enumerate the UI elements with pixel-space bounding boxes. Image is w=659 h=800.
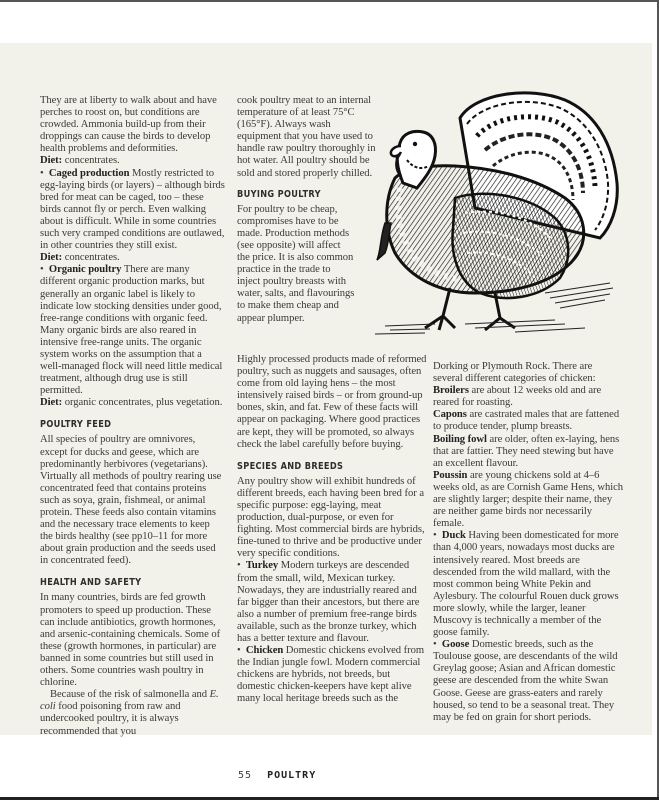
- page-footer: [238, 770, 316, 781]
- dorking-paragraph: Dorking or Plymouth Rock. There are several different categories of chicken:: [433, 361, 596, 385]
- bullet: •: [433, 639, 437, 651]
- duck-text: Having been domesticated for more than 4,000 years, nowadays most ducks are intensively reared. Most breeds are descended from the wild mallard, with the most common being White Pekin and Aylesbury. The colourful Rouen duck grows more slowly, while the larger, leaner Muscovy is technically a member of the goose family.: [433, 530, 619, 639]
- health-safety-paragraph: In many countries, birds are fed growth promoters to speed up production. These can include antibiotics, growth hormones, and arsenic-containing chemicals. Some of these (growth hormones, in particular) are banned in some countries but still used in others. Some countries wash poultry in chlorine.: [40, 592, 221, 689]
- capons-entry: [433, 409, 623, 433]
- chicken-text: Domestic chickens evolved from the Indian jungle fowl. Modern commercial chickens are hybrids, not breeds, but domestic chicken-keepers have kept alive many local heritage breeds such as the: [237, 645, 425, 705]
- organic-poultry-item: [40, 264, 225, 397]
- section-title: POULTRY: [267, 770, 317, 781]
- capons-label: Capons: [433, 409, 467, 421]
- turkey-item: [237, 560, 427, 645]
- broilers-label: Broilers: [433, 385, 469, 397]
- turkey-text: Modern turkeys are descended from the small, wild, Mexican turkey. Nowadays, they are industrially reared and far bigger than their ancestors, but there are also a number of premium free-range birds available, such as the bronze turkey, which has a better texture and flavour.: [237, 560, 420, 644]
- window-top-border: [0, 0, 659, 2]
- diet-line: [40, 252, 225, 264]
- duck-item: [433, 530, 623, 639]
- diet-label: Diet:: [40, 252, 63, 264]
- capons-text: are castrated males that are fattened to produce tender, plump breasts.: [433, 409, 620, 433]
- diet-text: organic concentrates, plus vegetation.: [62, 397, 223, 409]
- diet-line: [40, 397, 225, 409]
- chicken-label: Chicken: [245, 645, 284, 657]
- diet-line: [40, 155, 225, 167]
- column-left: [40, 95, 225, 738]
- poussin-label: Poussin: [433, 469, 468, 481]
- boiling-fowl-entry: [433, 434, 623, 470]
- bullet: •: [237, 645, 241, 657]
- column-middle-bottom: [237, 354, 427, 706]
- poussin-text: are young chickens sold at 4–6 weeks old, as are Cornish Game Hens, which are slightly larger; despite their name, they are neither game birds nor necessarily female.: [433, 469, 624, 530]
- bullet: •: [433, 530, 437, 542]
- processed-products-paragraph: Highly processed products made of reformed poultry, such as nuggets and sausages, often come from old laying hens – the most intensively raised birds – or from ground-up bones, skin, and fat. Few of these facts will appear on packaging. Where good practices are kept, they will be promoted, so always check the label carefully before buying.: [237, 354, 427, 450]
- column-middle-top: [237, 95, 376, 325]
- organic-poultry-label: Organic poultry: [48, 264, 122, 276]
- boiling-fowl-label: Boiling fowl: [433, 433, 487, 445]
- bullet: •: [237, 560, 241, 572]
- health-safety-heading: HEALTH AND SAFETY: [40, 577, 142, 589]
- bullet: •: [40, 264, 44, 276]
- poussin-entry: [433, 470, 623, 530]
- broilers-text: are about 12 weeks old and are reared for roasting.: [433, 385, 602, 409]
- duck-label: Duck: [441, 530, 466, 542]
- turkey-label: Turkey: [245, 560, 279, 572]
- text-span: Because of the risk of salmonella and: [50, 689, 210, 701]
- caged-production-item: [40, 168, 225, 253]
- buying-poultry-heading: BUYING POULTRY: [237, 188, 321, 200]
- broilers-entry: [433, 385, 623, 409]
- organic-poultry-text: There are many different organic production marks, but generally an organic label is likely to indicate low stocking densities under good, free-range conditions with organic feed. Many organic birds are also reared in intensive free-range units. The organic system works on the assumption that a well-managed flock will need little medical treatment, although drug use is still permitted.: [40, 264, 223, 397]
- diet-label: Diet:: [40, 155, 63, 167]
- goose-text: Domestic breeds, such as the Toulouse goose, are descendants of the wild Greylag goose; Asian and African domestic geese are descended from the white Swan Goose. Geese are grass-eaters and rarely housed, so tend to be a seasonal treat. They may be fed on grain for short periods.: [433, 639, 618, 723]
- caged-production-text: Mostly restricted to egg-laying birds (or layers) – although birds bred for meat can be caged, too – these birds cannot fly or perch. Even walking about is difficult. While in some countries such very cramped conditions are outlawed, in other countries they still exist.: [40, 167, 225, 252]
- diet-text: concentrates.: [62, 252, 120, 264]
- bullet: •: [40, 167, 44, 179]
- column-right: [433, 361, 623, 724]
- intro-paragraph: They are at liberty to walk about and have perches to roost on, but conditions are crowded. Ammonia build-up from their droppings can cause the birds to develop health problems and deformities.: [40, 95, 217, 155]
- diet-label: Diet:: [40, 397, 63, 409]
- species-breeds-heading: SPECIES AND BREEDS: [237, 460, 344, 472]
- ecoli-italic: E. coli: [40, 689, 219, 713]
- turkey-engraving-icon: [355, 88, 635, 343]
- buying-poultry-paragraph: For poultry to be cheap, compromises have to be made. Production methods (see opposite) will affect the price. It is also common practice in the trade to inject poultry breasts with water, salts, and flavourings to make them cheap and appear plumper.: [237, 203, 355, 324]
- diet-text: concentrates.: [62, 155, 120, 167]
- poultry-feed-heading: POULTRY FEED: [40, 419, 112, 431]
- cooking-paragraph: cook poultry meat to an internal temperature of at least 75°C (165°F). Always wash equipment that you have used to handle raw poultry thoroughly in hot water. All poultry should be sold and stored properly chilled.: [237, 95, 376, 179]
- chicken-item: [237, 645, 427, 705]
- goose-item: [433, 639, 623, 724]
- text-span: food poisoning from raw and undercooked poultry, it is always recommended that you: [40, 701, 181, 737]
- page-number: 55: [238, 770, 253, 781]
- goose-label: Goose: [441, 639, 470, 651]
- poultry-feed-paragraph: All species of poultry are omnivores, except for ducks and geese, which are predominantly herbivores (vegetarians). Virtually all methods of poultry rearing use concentrated feed that contains proteins such as soya, grain, fishmeal, or animal protein. These feeds also contain vitamins and the necessary trace elements to keep the birds healthy (see pp10–11 for more about grain production and the seeds used in concentrated feed).: [40, 434, 222, 567]
- caged-production-label: Caged production: [48, 167, 130, 179]
- boiling-fowl-text: are older, often ex-laying, hens that are fattier. They need stewing but have an excellent flavour.: [433, 433, 620, 469]
- species-breeds-paragraph: Any poultry show will exhibit hundreds of different breeds, each having been bred for a specific purpose: egg-laying, meat production, dual-purpose, or even for fighting. Most commercial birds are hybrids, fine-tuned to thrive and be productive under very specific conditions.: [237, 475, 425, 560]
- food-poisoning-paragraph: [40, 689, 225, 737]
